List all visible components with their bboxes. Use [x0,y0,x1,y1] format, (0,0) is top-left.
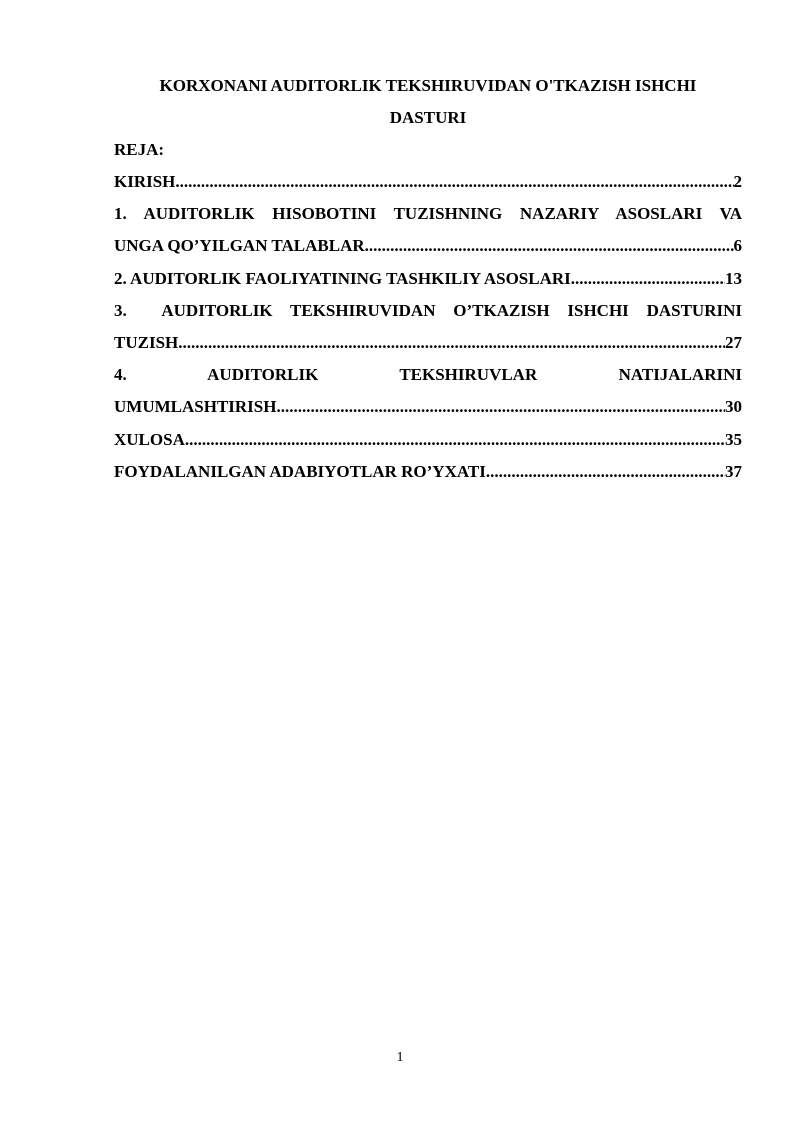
dot-leader [486,456,725,488]
toc-entry-chapter-2[interactable] [114,263,742,295]
document-title [114,70,742,134]
toc-page-number: 30 [725,397,742,417]
toc-entry-chapter-1[interactable] [114,198,742,262]
dot-leader [175,166,733,198]
toc-page-number: 13 [725,268,742,288]
toc-entry-text: 4. AUDITORLIK TEKSHIRUVLAR NATIJALARINI [114,365,742,385]
dot-leader [178,327,725,359]
page-number: 1 [396,1050,404,1065]
title-line-2: DASTURI [389,108,467,127]
toc-entry-references[interactable] [114,456,742,488]
dot-leader [276,391,725,423]
toc-entry-text: FOYDALANILGAN ADABIYOTLAR RO’YXATI [114,461,486,481]
toc-entry-text: 3. AUDITORLIK TEKSHIRUVIDAN O’TKAZISH ISHCHI DASTURINI [114,300,742,320]
toc-page-number: 2 [733,172,742,191]
dot-leader [571,263,725,295]
table-of-contents [114,166,742,488]
toc-entry-text: KIRISH [114,172,176,191]
toc-entry-conclusion[interactable] [114,424,742,456]
toc-entry-intro[interactable] [114,166,742,198]
toc-page-number: 35 [725,429,742,449]
toc-entry-chapter-4[interactable] [114,359,742,423]
dot-leader [185,424,725,456]
toc-page-number: 37 [725,461,742,481]
toc-entry-text: 2. AUDITORLIK FAOLIYATINING TASHKILIY ASOSLARI [114,268,571,288]
title-line-1: KORXONANI AUDITORLIK TEKSHIRUVIDAN O'TKAZISH ISHCHI [159,76,697,95]
toc-entry-text: XULOSA [114,429,185,449]
toc-entry-text-continued: UMUMLASHTIRISH [114,397,277,417]
document-page [114,70,742,488]
plan-heading: REJA: [114,140,165,159]
toc-entry-text-continued: TUZISH [114,333,179,353]
toc-entry-text: 1. AUDITORLIK HISOBOTINI TUZISHNING NAZARIY ASOSLARI VA [114,204,742,224]
toc-page-number: 27 [725,333,742,353]
dot-leader [365,230,734,262]
toc-page-number: 6 [733,236,742,256]
toc-entry-text-continued: UNGA QO’YILGAN TALABLAR [114,236,365,256]
toc-entry-chapter-3[interactable] [114,295,742,359]
